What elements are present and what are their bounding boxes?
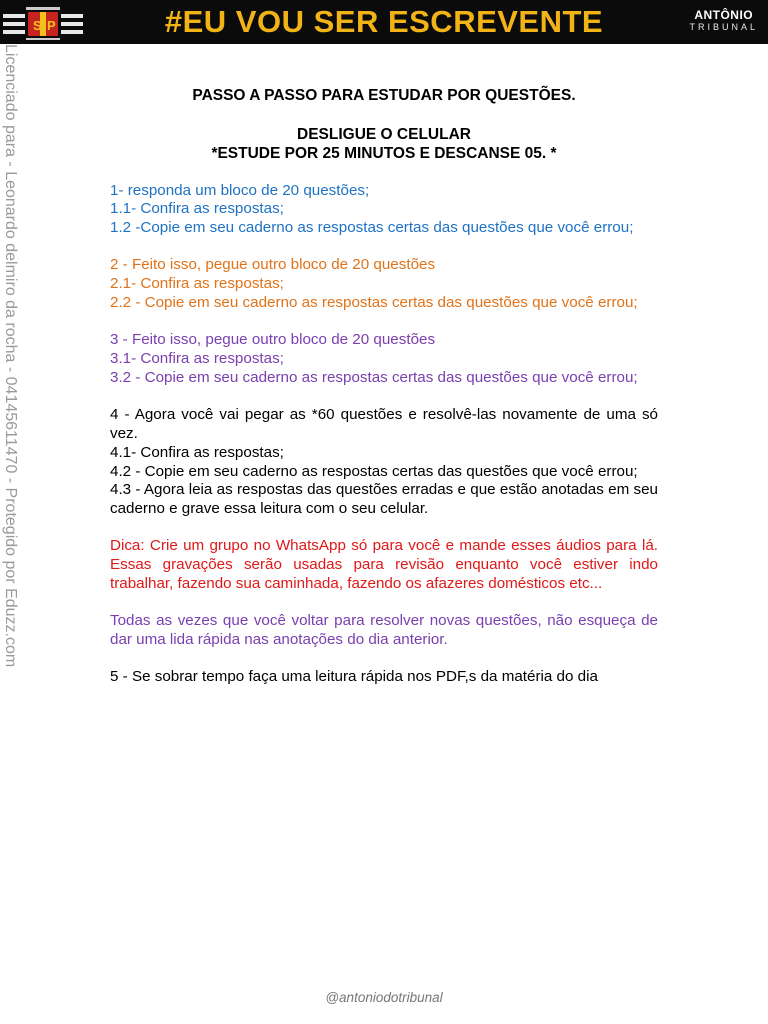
step-line: 2 - Feito isso, pegue outro bloco de 20 questões (110, 256, 436, 274)
step-line: 1.2 -Copie em seu caderno as respostas certas das questões que você errou; (110, 219, 634, 237)
brand-logo (689, 9, 758, 33)
step-line: 1- responda um bloco de 20 questões; (110, 181, 370, 199)
step-2-section (110, 256, 658, 312)
logo-letters: S (33, 18, 42, 33)
banner-title: #EU VOU SER ESCREVENTE (164, 4, 604, 39)
step-line: 2.1- Confira as respostas; (110, 275, 284, 293)
watermark-text: Licenciado para - Leonardo delmiro da rocha - 04145611470 - Protegido por Eduzz.com (2, 44, 19, 668)
reminder-text: Todas as vezes que você voltar para resolver novas questões, não esqueça de dar uma lida rápida nas anotações do dia anterior. (110, 612, 658, 649)
header-bar (0, 0, 768, 44)
license-watermark (0, 44, 23, 684)
step-line: 5 - Se sobrar tempo faça uma leitura rápida nos PDF,s da matéria do dia (110, 668, 598, 686)
document-subtitle-1: DESLIGUE O CELULAR (297, 126, 471, 143)
document-subtitle-2: *ESTUDE POR 25 MINUTOS E DESCANSE 05. * (211, 145, 557, 162)
step-line: 4 - Agora você vai pegar as *60 questões e resolvê-las novamente de uma só vez. (110, 406, 658, 442)
step-4-section (110, 406, 658, 519)
document-title: PASSO A PASSO PARA ESTUDAR POR QUESTÕES. (192, 87, 576, 104)
step-line: 4.1- Confira as respostas; (110, 443, 284, 461)
svg-text:P: P (47, 18, 56, 33)
step-line: 4.3 - Agora leia as respostas das questões erradas e que estão anotadas em seu caderno e grave essa leitura com o seu celular. (110, 481, 658, 518)
brand-name: ANTÔNIO (694, 8, 754, 22)
step-5-section (110, 668, 658, 687)
step-line: 3.1- Confira as respostas; (110, 350, 284, 368)
reminder-section (110, 612, 658, 650)
tip-section (110, 537, 658, 593)
step-line: 3 - Feito isso, pegue outro bloco de 20 questões (110, 331, 436, 349)
brand-subtitle: TRIBUNAL (689, 22, 758, 32)
step-3-section (110, 331, 658, 387)
step-line: 4.2 - Copie em seu caderno as respostas certas das questões que você errou; (110, 462, 638, 480)
step-line: 3.2 - Copie em seu caderno as respostas certas das questões que você errou; (110, 368, 638, 386)
step-line: 1.1- Confira as respostas; (110, 200, 284, 218)
footer-handle: @antoniodotribunal (325, 990, 443, 1005)
tip-text: Dica: Crie um grupo no WhatsApp só para você e mande esses áudios para lá. Essas gravações serão usadas para revisão enquanto você estiver indo trabalhar, fazendo sua caminhada, fazendo os afazeres domésticos etc... (110, 537, 658, 593)
step-line: 2.2 - Copie em seu caderno as respostas certas das questões que você errou; (110, 293, 638, 311)
document-body (110, 86, 658, 687)
step-1-section (110, 182, 658, 238)
